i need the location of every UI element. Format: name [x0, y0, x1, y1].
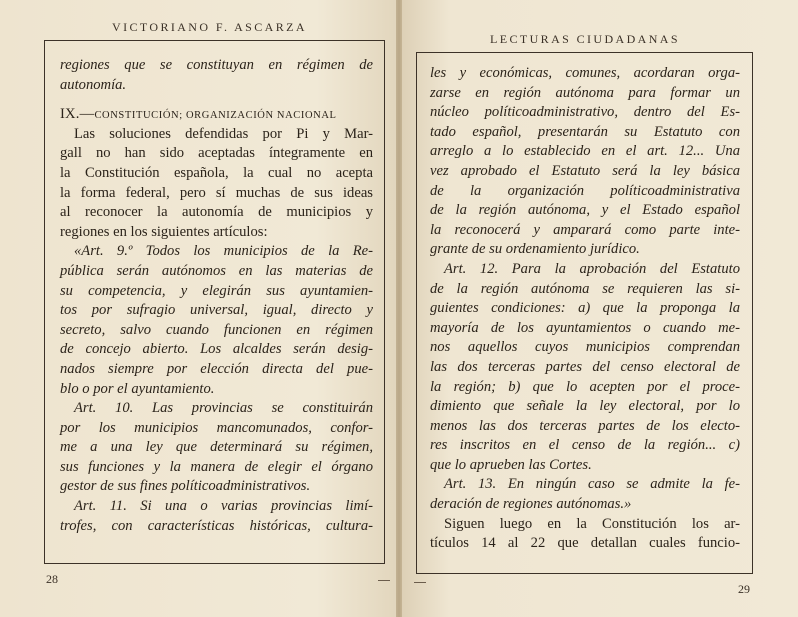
margin-dash — [414, 582, 426, 583]
text-line: dimiento que señale la ley electoral, por lo — [430, 398, 740, 415]
paragraph-gap — [60, 95, 373, 105]
text-line: arreglo a lo establecido en el art. 12... Una — [430, 143, 740, 160]
text-line: Las soluciones defendidas por Pi y Mar- — [74, 125, 373, 142]
text-line: sus funciones y la manera de elegir el órgano — [60, 458, 373, 475]
text-line: Siguen luego en la Constitución los ar- — [444, 515, 740, 532]
text-line: me a una ley que determinará su régimen, — [60, 439, 373, 456]
running-head: VICTORIANO F. ASCARZA — [112, 20, 307, 34]
text-line: vez aprobado el Estatuto será la ley básica — [430, 162, 740, 179]
right-page — [402, 0, 798, 617]
text-line: de concejo abierto. Los alcaldes serán desig- — [60, 341, 373, 358]
text-line: regiones que se constituyan en régimen de — [60, 57, 373, 73]
page-body-text — [430, 64, 740, 554]
text-line: núcleo políticoadministrativo, dentro del Es- — [430, 104, 740, 121]
text-line: al reconocer la autonomía de municipios y — [60, 204, 373, 221]
text-line: res inscritos en el censo de la región... c) — [430, 437, 740, 454]
text-line: las dos terceras partes del censo electoral de — [430, 358, 740, 375]
page-number: 28 — [46, 572, 58, 586]
text-line: la región; b) que lo acepten por el proce- — [430, 378, 740, 395]
text-line: Art. 13. En ningún caso se admite la fe- — [444, 476, 740, 493]
text-line: guientes condiciones: a) que la proponga la — [430, 300, 740, 317]
text-line: regiones en los siguientes artículos: — [60, 223, 268, 240]
section-heading — [60, 105, 373, 125]
section-heading-number: IX.— — [60, 106, 95, 123]
text-line: su competencia, y elegirán sus ayuntamien- — [60, 282, 373, 299]
left-page — [0, 0, 396, 617]
page-number: 29 — [738, 582, 750, 596]
text-line: la Constitución española, la cual no acepta — [60, 164, 373, 181]
text-line: deración de regiones autónomas.» — [430, 496, 632, 513]
text-line: de la organización políticoadministrativa — [430, 182, 740, 199]
text-line: tado español, presentarán su Estatuto con — [430, 123, 740, 140]
text-line: Art. 11. Si una o varias provincias limí- — [74, 498, 373, 515]
text-line: gestor de sus fines políticoadministrativos. — [60, 478, 311, 495]
text-line: pública serán autónomos en las materias de — [60, 262, 373, 279]
text-line: Art. 10. Las provincias se constituirán — [74, 400, 373, 417]
text-line: blo o por el ayuntamiento. — [60, 380, 215, 397]
text-line: que lo aprueben las Cortes. — [430, 456, 592, 473]
text-line: nados siempre por elección directa del pue- — [60, 360, 373, 377]
text-line: trofes, con características históricas, cultura- — [60, 517, 373, 534]
text-line: les y económicas, comunes, acordaran orga- — [430, 65, 740, 81]
text-line: grante de su ordenamiento jurídico. — [430, 241, 640, 258]
text-line: mayoría de los ayuntamientos o cuando me- — [430, 319, 740, 336]
section-heading-title: CONSTITUCIÓN; ORGANIZACIÓN NACIONAL — [94, 110, 337, 122]
text-line: tículos 14 al 22 que detallan cuales funcio- — [430, 535, 740, 552]
text-line: la reconocerá y amparará como parte inte- — [430, 221, 740, 238]
text-line: autonomía. — [60, 76, 127, 93]
page-body-text — [60, 56, 373, 536]
text-line: secreto, salvo cuando funcionen en régimen — [60, 321, 373, 338]
text-line: menos las dos terceras partes de los electo- — [430, 417, 740, 434]
text-line: gall no han sido aceptadas íntegramente en — [60, 145, 373, 162]
text-line: zarse en región autónoma para formar un — [430, 84, 740, 101]
text-line: «Art. 9.º Todos los municipios de la Re- — [74, 243, 373, 260]
running-head: LECTURAS CIUDADANAS — [490, 32, 680, 46]
text-line: tos por sufragio universal, igual, directo y — [60, 302, 373, 319]
text-line: de la región autónoma, y el Estado español — [430, 202, 740, 219]
text-line: por los municipios mancomunados, confor- — [60, 419, 373, 436]
margin-dash — [378, 580, 390, 581]
text-line: la forma federal, pero sí muchas de sus ideas — [60, 184, 373, 201]
text-line: nos aquellos cuyos municipios comprendan — [430, 339, 740, 356]
text-line: Art. 12. Para la aprobación del Estatuto — [444, 260, 740, 277]
text-line: de la región autónoma se requieren las si- — [430, 280, 740, 297]
